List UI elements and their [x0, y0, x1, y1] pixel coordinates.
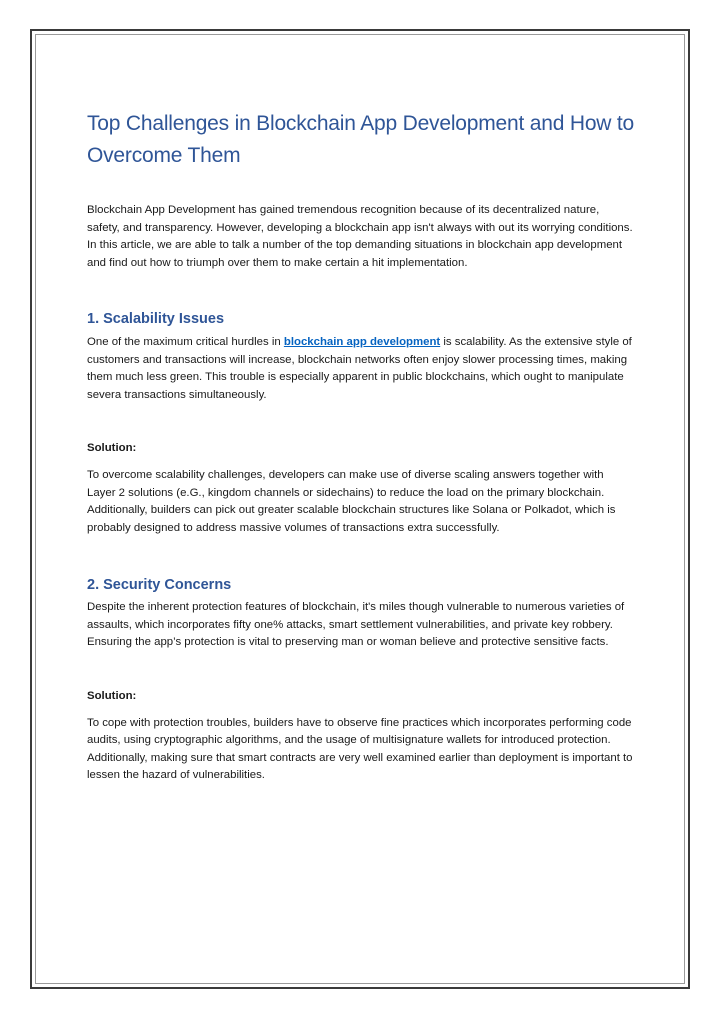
- intro-paragraph: Blockchain App Development has gained tremendous recognition because of its decentralized nature, safety, and transparency. However, developing a blockchain app isn't always with out its worrying conditions. In this article, we are able to talk a number of the top demanding situations in blockchain app development and find out how to triumph over them to make certain a hit implementation.: [87, 204, 633, 269]
- security-solution-label: Solution:: [87, 689, 137, 702]
- section-heading-scalability: 1. Scalability Issues: [87, 311, 225, 327]
- security-paragraph: Despite the inherent protection features of blockchain, it's miles though vulnerable to numerous varieties of assaults, which incorporates fifty one% attacks, smart settlement vulnerabilities, and private key robbery. Ensuring the app’s protection is vital to preserving man or woman believe and protective sensitive facts.: [87, 601, 625, 648]
- blockchain-app-development-link[interactable]: blockchain app development: [283, 336, 441, 348]
- scalability-text-start: One of the maximum critical hurdles in: [87, 336, 284, 348]
- security-solution-paragraph: To cope with protection troubles, builders have to observe fine practices which incorporates performing code audits, using cryptographic algorithms, and the usage of multisignature wallets for introduced protection. Additionally, making sure that smart contracts are very well examined earlier than deployment is important to lessen the hazard of vulnerabilities.: [87, 716, 633, 781]
- scalability-solution-label: Solution:: [87, 442, 137, 454]
- scalability-solution-paragraph: To overcome scalability challenges, developers can make use of diverse scaling answers together with Layer 2 solutions (e.G., kingdom channels or sidechains) to reduce the load on the primary blockchain. Additionally, builders can pick out greater scalable blockchain structures like Solana or Polkadot, which is probably designed to address massive volumes of transactions extra successfully.: [87, 469, 616, 534]
- document-body: [87, 108, 635, 785]
- section-heading-security: 2. Security Concerns: [87, 577, 232, 593]
- document-title: Top Challenges in Blockchain App Development and How to Overcome Them: [87, 112, 635, 167]
- scalability-paragraph: [87, 334, 635, 404]
- scalability-text-end: is scalability. As the extensive style of customers and transactions will increase, blockchain networks often enjoy slower processing times, making them much less green. This trouble is especially apparent in public blockchains, which ought to manipulate severa transactions simultaneously.: [87, 336, 632, 401]
